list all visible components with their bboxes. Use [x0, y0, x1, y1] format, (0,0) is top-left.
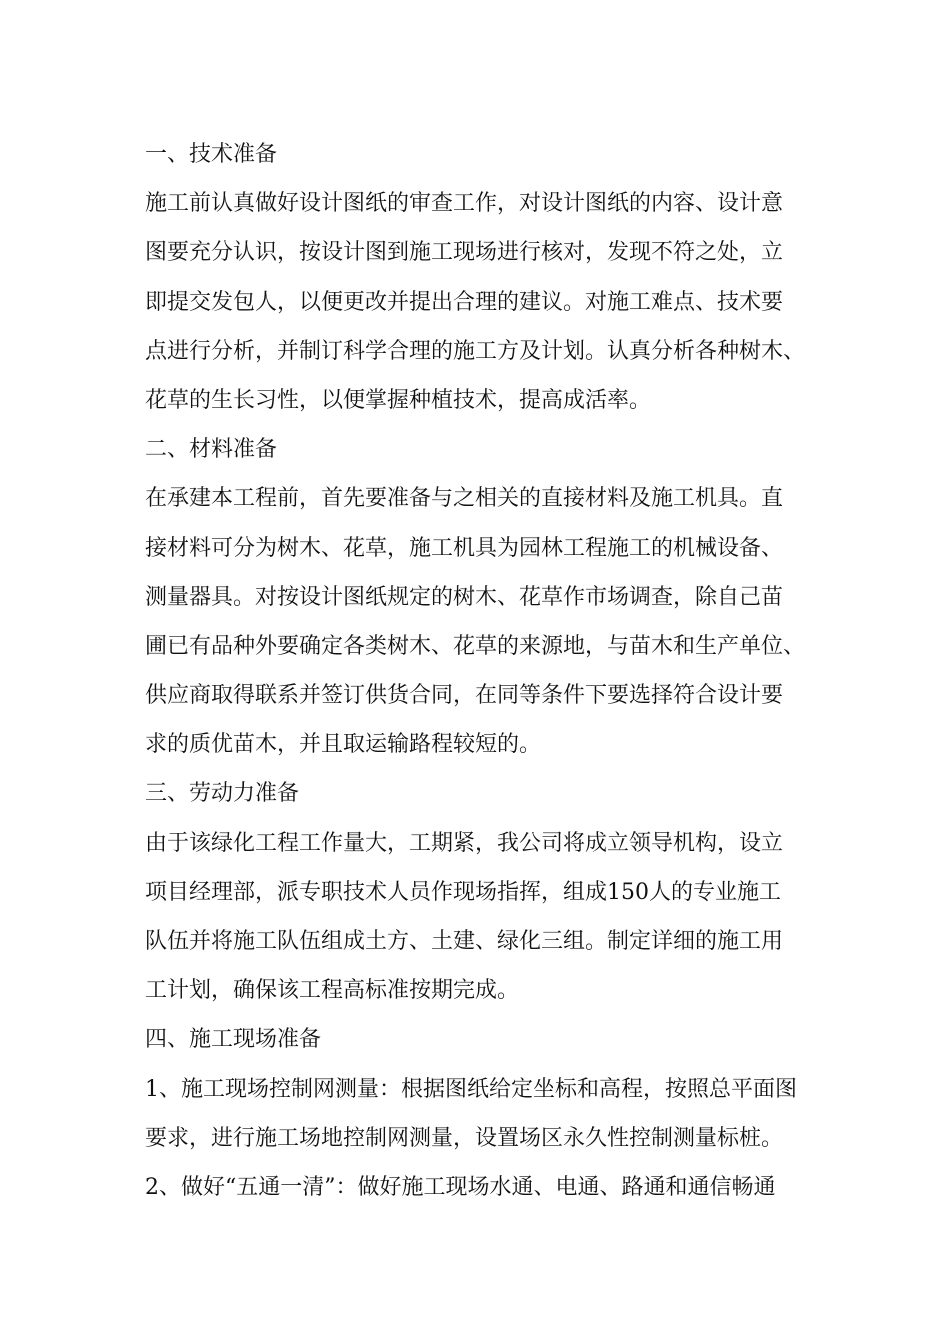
- paragraph-line: 队伍并将施工队伍组成土方、土建、绿化三组。制定详细的施工用: [145, 929, 784, 954]
- paragraph-line: 由于该绿化工程工作量大，工期紧，我公司将成立领导机构，设立: [145, 830, 784, 856]
- section-heading-materials: 二、材料准备: [145, 437, 278, 463]
- paragraph-line: 要求，进行施工场地控制网测量，设置场区永久性控制测量标桩。: [145, 1125, 784, 1151]
- paragraph-line: 在承建本工程前，首先要准备与之相关的直接材料及施工机具。直: [145, 486, 784, 512]
- paragraph-line: 求的质优苗木，并且取运输路程较短的。: [145, 732, 542, 758]
- section-heading-site: 四、施工现场准备: [145, 1027, 322, 1053]
- paragraph-line: 供应商取得联系并签订供货合同，在同等条件下要选择符合设计要: [145, 683, 784, 709]
- section-heading-technical: 一、技术准备: [145, 142, 278, 167]
- paragraph-line: 工计划，确保该工程高标准按期完成。: [145, 978, 520, 1004]
- paragraph-line: 2、做好“五通一清”：做好施工现场水通、电通、路通和通信畅通: [145, 1174, 776, 1200]
- paragraph-line: 项目经理部，派专职技术人员作现场指挥，组成150人的专业施工: [145, 879, 781, 905]
- paragraph-line: 测量器具。对按设计图纸规定的树木、花草作市场调查，除自己苗: [145, 584, 784, 610]
- paragraph-line: 花草的生长习性，以便掌握种植技术，提高成活率。: [145, 387, 652, 413]
- paragraph-line: 接材料可分为树木、花草，施工机具为园林工程施工的机械设备、: [145, 535, 784, 561]
- paragraph-line: 即提交发包人，以便更改并提出合理的建议。对施工难点、技术要: [145, 289, 784, 315]
- paragraph-line: 1、施工现场控制网测量：根据图纸给定坐标和高程，按照总平面图: [145, 1076, 797, 1102]
- paragraph-line: 图要充分认识，按设计图到施工现场进行核对，发现不符之处，立: [145, 240, 784, 266]
- document-body: [145, 130, 825, 1212]
- section-heading-labor: 三、劳动力准备: [145, 781, 300, 807]
- paragraph-line: 点进行分析，并制订科学合理的施工方及计划。认真分析各种树木、: [145, 338, 806, 364]
- paragraph-line: 施工前认真做好设计图纸的审查工作，对设计图纸的内容、设计意: [145, 191, 784, 217]
- paragraph-line: 圃已有品种外要确定各类树木、花草的来源地，与苗木和生产单位、: [145, 633, 806, 659]
